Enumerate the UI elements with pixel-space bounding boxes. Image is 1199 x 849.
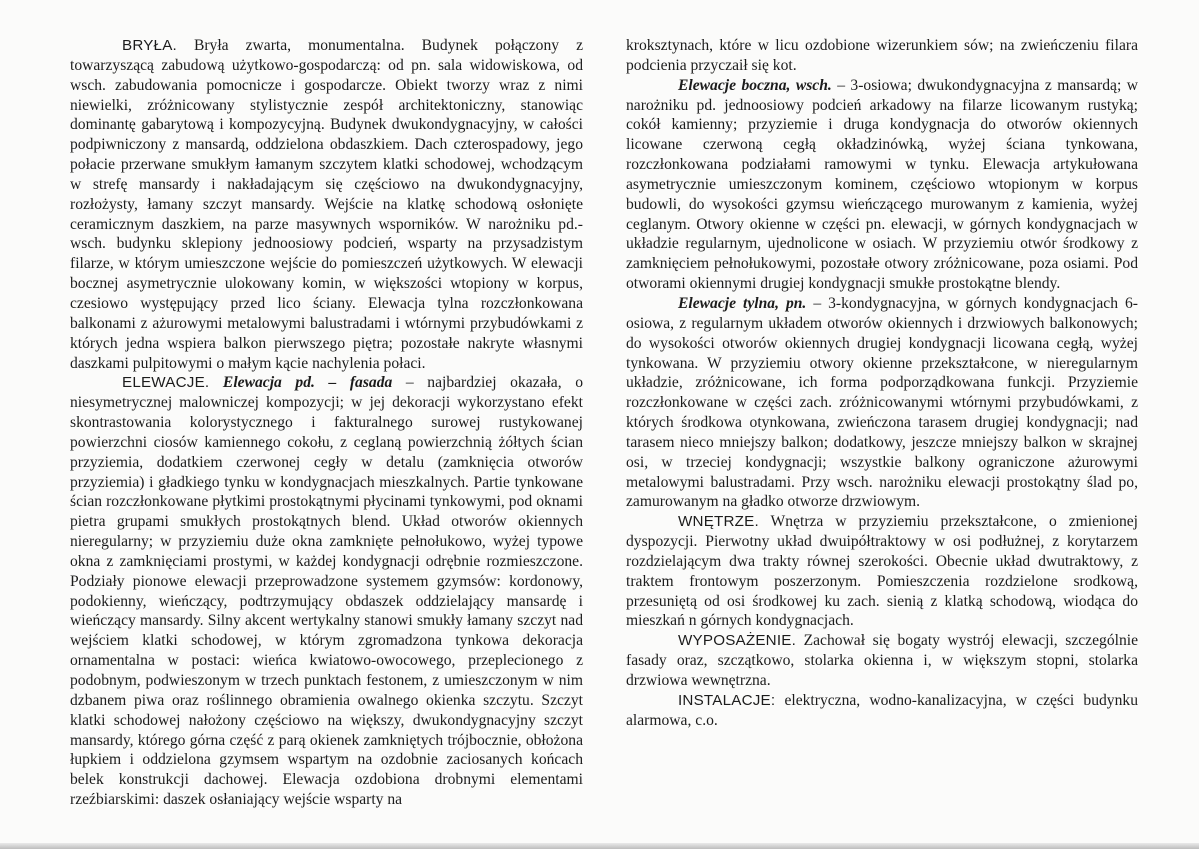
section-bryla [70,36,583,373]
text-wnetrze: Wnętrza w przyziemiu przekształcone, o zmienionej dyspozycji. Pierwotny układ dwuipółtraktowy w osi podłużnej, z korytarzem rozdzielającym dwa trakty równej szerokości. Obecnie układ dwutraktowy, z traktem frontowym poszerzonym. Pomieszczenia rozdzielone srodkową, przesuniętą od osi środkowej ku zach. sienią z klatką schodową, wiodąca do mieszkań n górnych kondygnacjach. [626,513,1138,630]
subheading-tylna: Elewacje tylna, pn. [678,294,807,312]
section-instalacje [626,691,1138,731]
text-fasada: – najbardziej okazała, o niesymetrycznej malowniczej kompozycji; w jej dekoracji wykorzystano efekt skontrastowania kolorystycznego i fakturalnego surowej rustykowanej powierzchni ciosów kamiennego cokołu, z ceglaną powierzchnią żółtych ścian przyziemia, dodatkiem czerwonej cegły w detalu (zamknięcia otworów przyziemia) i gładkiego tynku w kondygnacjach mieszkalnych. Partie tynkowane ścian rozczłonkowane płytkimi prostokątnymi płycinami tynkowymi, pod oknami pietra grupami smukłych prostokątnych blend. Układ otworów okiennych nieregularny; w przyziemiu duże okna zamknięte pełnołukowo, wyżej typowe okna z zamknięciami prostymi, w każdej kondygnacji odrębnie rozmieszczone. Podziały pionowe elewacji przeprowadzone systemem gzymsów: kordonowy, podokienny, wieńczący, podtrzymujący obdaszek oddzielający mansardę i wieńczący mansardy. Silny akcent wertykalny stanowi smukły łamany szczyt nad wejściem klatki schodowej, w którym zgromadzona tynkowa dekoracja ornamentalna w postaci: wieńca kwiatowo-owocowego, przeplecionego z podobnym, podwieszonym w trzech punktach festonem, z umieszczonym w nim dzbanem piwa oraz roślinnego obramienia owalnego okienka szczytu. Szczyt klatki schodowej nałożony częściowo na większy, dwukondygnacyjny szczyt mansardy, którego górna część z parą okienek zamkniętych trójbocznie, obłożona łupkiem i oddzielona gzymsem wspartym na ozdobnie zaciosanych końcach belek konstrukcji dachowej. Elewacja ozdobiona drobnymi elementami rzeźbiarskimi: daszek osłaniający wejście wsparty na [70,374,584,809]
text-instalacje: elektryczna, wodno-kanalizacyjna, w części budynku alarmowa, c.o. [626,691,1138,729]
section-wyposazenie [626,631,1138,691]
text-bryla: Bryła zwarta, monumentalna. Budynek połączony z towarzyszącą zabudową użytkowo-gospodarczą: od pn. sala widowiskowa, od wsch. zabudowania pomocnicze i gospodarcze. Obiekt tworzy wraz z nimi niewielki, zróżnicowany stylistycznie zespół architektoniczny, stanowiąc dominantę gabarytową i kompozycyjną. Budynek dwukondygnacyjny, w całości podpiwniczony z mansardą, oddzielona obdaszkiem. Dach czterospadowy, jego połacie przerwane smukłym łamanym szczytem klatki schodowej, wchodzącym w strefę mansardy i nakładającym się częściowo na dwukondygnacyjny, rozłożysty, łamany szczyt mansardy. Wejście na klatkę schodową osłonięte ceramicznym daszkiem, na parze masywnych wsporników. W narożniku pd.-wsch. budynku sklepiony jednoosiowy podcień, wsparty na przysadzistym filarze, w którym umieszczone wejście do pomieszczeń użytkowych. W elewacji bocznej asymetrycznie ulokowany komin, w większości wtopiony w korpus, czesiowo występujący przed lico ściany. Elewacja tylna rozczłonkowana balkonami z ażurowymi metalowymi balustradami i wtórnymi przybudówkami z których jedna wspiera balkon pierwszego piętra; pozostałe nakryte własnymi daszkami pulpitowymi o małym kącie nachylenia połaci. [70,37,583,372]
heading-elewacje: ELEWACJE. [122,374,210,392]
section-elewacja-tylna [626,294,1138,512]
section-elewacje [70,373,583,810]
continuation-paragraph: kroksztynach, które w licu ozdobione wizerunkiem sów; na zwieńczeniu filara podcienia przyczaił się kot. [626,37,1138,74]
section-wnetrze [626,512,1138,631]
heading-bryla: BRYŁA. [122,37,177,54]
right-column [626,36,1138,731]
subheading-boczna: Elewacje boczna, wsch. [678,76,832,94]
scan-bottom-edge [0,843,1199,849]
text-tylna: – 3-kondygnacyjna, w górnych kondygnacjach 6-osiowa, z regularnym układem otworów okiennych i drzwiowych balkonowych; do wysokości otworów okiennych drugiej kondygnacji licowana cegłą, wyżej tynkowana. W przyziemiu otwory okienne przekształcone, w nieregularnym układzie, zróżnicowane, ich forma podporządkowana funkcji. Przyziemie rozczłonkowane w części zach. zróżnicowanymi wtórnymi przybudówkami, z których środkowa otynkowana, zwieńczona tarasem drugiej kondygnacji; nad tarasem nieco mniejszy balkon; dodatkowy, jeszcze mniejszy balkon w skrajnej osi, w trzeciej kondygnacji; wszystkie balkony ograniczone ażurowymi metalowymi balustradami. Przy wsch. narożniku elewacji prostokątny ślad po, zamurowanym na gładko otworze drzwiowym. [626,294,1138,511]
text-boczna: – 3-osiowa; dwukondygnacyjna z mansardą; w narożniku pd. jednoosiowy podcień arkadowy na filarze licowanym rustyką; cokół kamienny; przyziemie i druga kondygnacja do otworów okiennych licowane czerwoną cegłą okładzinówką, wyżej ściana tynkowana, rozczłonkowana podziałami ramowymi w tynku. Elewacja artykułowana asymetrycznie umieszczonym kominem, częściowo wtopionym w korpus budowli, do wysokości gzymsu wieńczącego murowanym z kamienia, wyżej ceglanym. Otwory okienne w części pn. elewacji, w górnych kondygnacjach w układzie regularnym, ujednolicone w osiach. W przyziemiu otwór środkowy z zamknięciem pełnołukowymi, pozostałe otwory zróżnicowane, poza osiami. Pod otworami okiennymi drugiej kondygnacji smukłe prostokątne blendy. [626,76,1138,293]
heading-wnetrze: WNĘTRZE. [678,513,759,531]
section-elewacja-boczna [626,76,1138,294]
text-wyposazenie: Zachował się bogaty wystrój elewacji, szczególnie fasady oraz, szczątkowo, stolarka okienna i, w większym stopni, stolarka drzwiowa wewnętrzna. [626,632,1138,689]
left-column [70,36,583,810]
heading-wyposazenie: WYPOSAŻENIE. [678,632,797,650]
heading-instalacje: INSTALACJE: [678,691,776,709]
subheading-fasada: Elewacja pd. – fasada [222,374,393,392]
